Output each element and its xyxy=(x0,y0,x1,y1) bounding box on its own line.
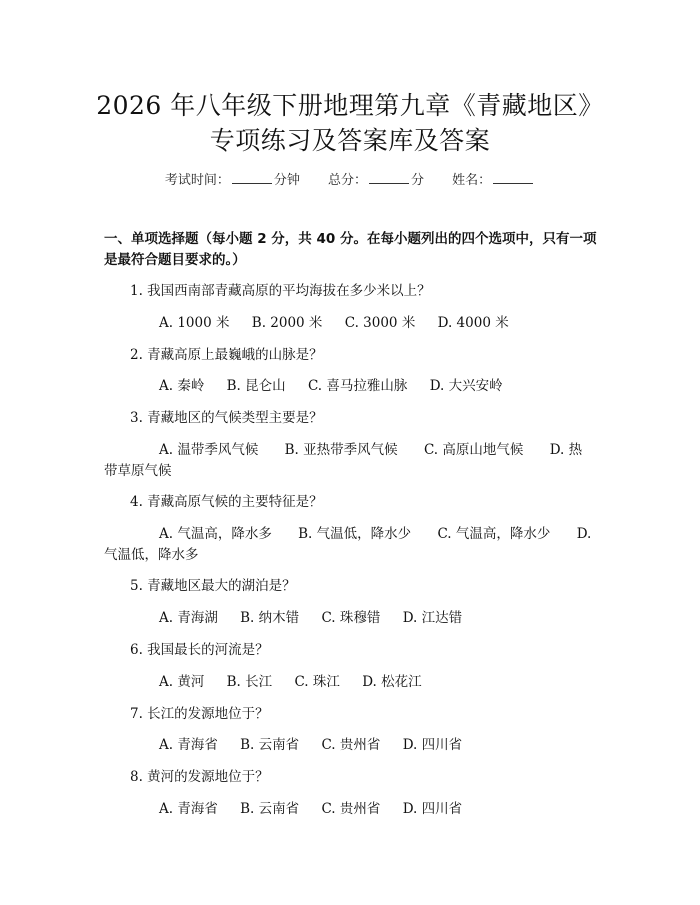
question-6-text: 6. 我国最长的河流是？ xyxy=(130,642,269,658)
question-3-text: 3. 青藏地区的气候类型主要是？ xyxy=(130,410,323,426)
question-3-option-d-continuation: 带草原气候 xyxy=(104,463,172,479)
exam-time xyxy=(165,173,300,188)
question-8-option-b: B. 云南省 xyxy=(240,801,300,817)
section-header-line2: 是最符合题目要求的。） xyxy=(104,252,246,268)
question-1-options xyxy=(159,313,527,333)
question-1-option-c: C. 3000 米 xyxy=(344,315,416,331)
question-8-option-a: A. 青海省 xyxy=(159,801,218,817)
question-3-option-d: D. 热 xyxy=(549,442,583,458)
exam-time-unit: 分钟 xyxy=(273,173,300,188)
question-8-text: 8. 黄河的发源地位于？ xyxy=(130,769,269,785)
question-4-option-a: A. 气温高，降水多 xyxy=(159,526,272,542)
question-6-option-c: C. 珠江 xyxy=(294,674,340,690)
question-4-option-b: B. 气温低，降水少 xyxy=(298,526,412,542)
question-7-options xyxy=(159,735,480,755)
question-6-option-a: A. 黄河 xyxy=(159,674,205,690)
question-1-option-a: A. 1000 米 xyxy=(159,315,230,331)
exam-score-blank xyxy=(369,171,409,184)
question-7-option-a: A. 青海省 xyxy=(159,737,218,753)
section-header-line1: 一、单项选择题（每小题 2 分，共 40 分。在每小题列出的四个选项中，只有一项 xyxy=(104,231,597,247)
question-2-option-c: C. 喜马拉雅山脉 xyxy=(307,378,408,394)
question-5-option-a: A. 青海湖 xyxy=(159,610,218,626)
exam-score-unit: 分 xyxy=(411,173,425,188)
question-2-option-d: D. 大兴安岭 xyxy=(429,378,503,394)
exam-time-label: 考试时间： xyxy=(164,173,230,188)
question-6-option-d: D. 松花江 xyxy=(362,674,422,690)
question-5-option-d: D. 江达错 xyxy=(402,610,463,626)
question-3-option-a: A. 温带季风气候 xyxy=(159,442,259,458)
question-5-option-c: C. 珠穆错 xyxy=(321,610,381,626)
document-title-line2: 专项练习及答案库及答案 xyxy=(209,126,491,155)
question-1-text: 1. 我国西南部青藏高原的平均海拔在多少米以上？ xyxy=(130,283,431,299)
question-5-options xyxy=(159,608,480,628)
question-3-options xyxy=(159,440,604,460)
question-7-option-d: D. 四川省 xyxy=(402,737,463,753)
question-2-option-a: A. 秦岭 xyxy=(159,378,205,394)
question-8-option-d: D. 四川省 xyxy=(402,801,463,817)
question-4-options xyxy=(159,524,613,544)
question-8-option-c: C. 贵州省 xyxy=(321,801,381,817)
question-3-option-b: B. 亚热带季风气候 xyxy=(284,442,398,458)
question-5-option-b: B. 纳木错 xyxy=(240,610,300,626)
exam-name xyxy=(452,173,535,188)
question-7-option-c: C. 贵州省 xyxy=(321,737,381,753)
question-4-option-d-continuation: 气温低，降水多 xyxy=(104,547,199,563)
exam-score-label: 总分： xyxy=(327,173,367,188)
question-6-option-b: B. 长江 xyxy=(226,674,273,690)
exam-name-label: 姓名： xyxy=(452,173,492,188)
question-3-option-c: C. 高原山地气候 xyxy=(423,442,524,458)
question-2-text: 2. 青藏高原上最巍峨的山脉是？ xyxy=(130,347,323,363)
question-6-options xyxy=(159,672,440,692)
exam-info xyxy=(0,169,700,188)
question-5-text: 5. 青藏地区最大的湖泊是？ xyxy=(130,578,296,594)
question-4-option-c: C. 气温高，降水少 xyxy=(437,526,551,542)
exam-score xyxy=(328,173,424,188)
exam-time-blank xyxy=(232,171,272,184)
question-2-options xyxy=(159,376,521,396)
question-7-option-b: B. 云南省 xyxy=(240,737,300,753)
question-4-option-d: D. xyxy=(576,526,592,542)
exam-name-blank xyxy=(493,171,533,184)
question-4-text: 4. 青藏高原气候的主要特征是？ xyxy=(130,494,323,510)
question-2-option-b: B. 昆仑山 xyxy=(226,378,286,394)
question-7-text: 7. 长江的发源地位于？ xyxy=(130,706,269,722)
question-1-option-d: D. 4000 米 xyxy=(437,315,509,331)
question-8-options xyxy=(159,799,480,819)
question-1-option-b: B. 2000 米 xyxy=(251,315,323,331)
document-title-line1: 2026 年八年级下册地理第九章《青藏地区》 xyxy=(96,91,604,120)
